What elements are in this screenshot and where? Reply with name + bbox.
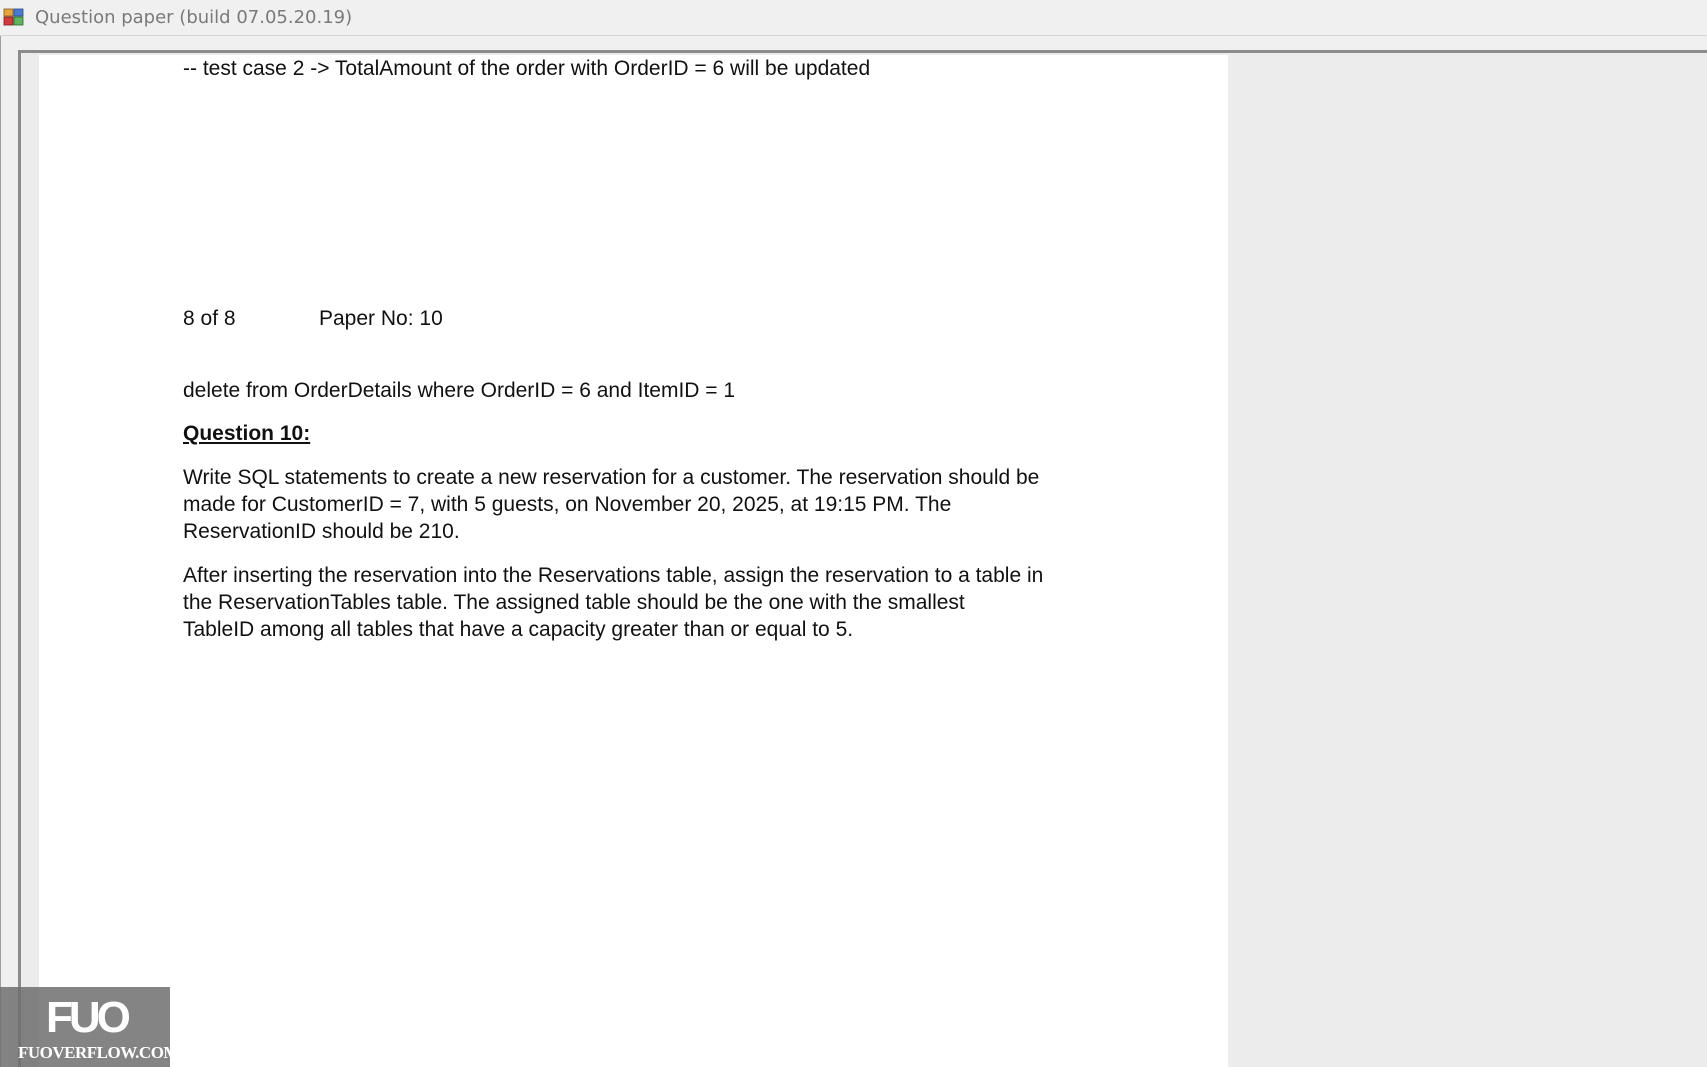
paragraph-line: Write SQL statements to create a new reservation for a customer. The reservation should be xyxy=(183,466,1040,489)
window-titlebar xyxy=(0,0,1707,36)
paragraph-line: made for CustomerID = 7, with 5 guests, on November 20, 2025, at 19:15 PM. The xyxy=(183,493,952,516)
watermark-site: FUOVERFLOW.COM xyxy=(18,1043,179,1062)
delete-statement: delete from OrderDetails where OrderID = 6 and ItemID = 1 xyxy=(183,379,736,402)
page-count: 8 of 8 xyxy=(183,307,236,330)
test-case-line: -- test case 2 -> TotalAmount of the order with OrderID = 6 will be updated xyxy=(183,57,871,80)
fuoverflow-watermark xyxy=(0,987,179,1067)
paper-number: Paper No: 10 xyxy=(319,307,443,330)
window-title: Question paper (build 07.05.20.19) xyxy=(35,7,353,28)
question-paragraph-1 xyxy=(183,464,1123,545)
paragraph-line: the ReservationTables table. The assigned table should be the one with the smallest xyxy=(183,591,965,614)
watermark-logo: FUO xyxy=(46,993,127,1042)
paragraph-line: ReservationID should be 210. xyxy=(183,520,460,543)
app-window-icon xyxy=(3,7,25,27)
paragraph-line: After inserting the reservation into the Reservations table, assign the reservation to a table in xyxy=(183,564,1044,587)
paragraph-line: TableID among all tables that have a capacity greater than or equal to 5. xyxy=(183,618,854,641)
document-page xyxy=(39,55,1228,1067)
question-heading: Question 10: xyxy=(183,422,311,445)
question-paragraph-2 xyxy=(183,562,1123,643)
